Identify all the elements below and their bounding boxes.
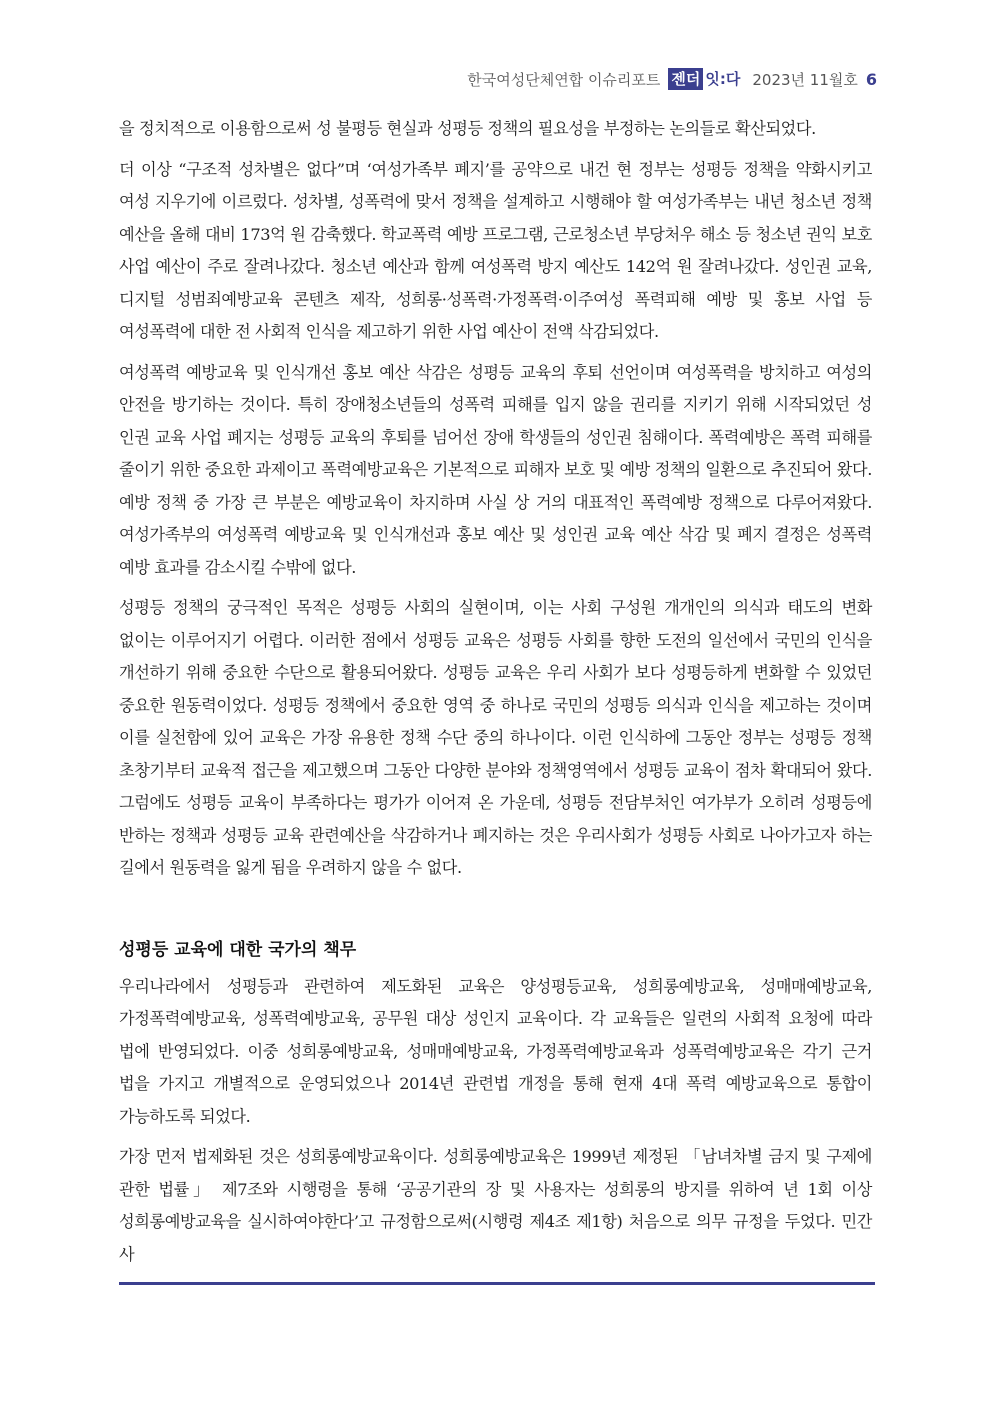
- publisher-name: 한국여성단체연합 이슈리포트: [467, 70, 661, 89]
- publication-logo: [668, 68, 742, 90]
- page-header: [467, 68, 877, 90]
- issue-date: 2023년 11월호: [752, 70, 858, 89]
- footer-divider: [119, 1282, 875, 1285]
- document-body: [119, 113, 872, 1279]
- paragraph-harassment-prevention: 가장 먼저 법제화된 것은 성희롱예방교육이다. 성희롱예방교육은 1999년 제정된 「남녀차별 금지 및 구제에 관한 법률」 제7조와 시행령을 통해 ‘공공기관의 장 및 사용자는 성희롱의 방지를 위하여 년 1회 이상 성희롱예방교육을 실시하여야한다’고 규정함으로써(시행령 제4조 제1항) 처음으로 의무 규정을 두었다. 민간 사: [119, 1147, 872, 1264]
- paragraph-institutional-education: 우리나라에서 성평등과 관련하여 제도화된 교육은 양성평등교육, 성희롱예방교육, 성매매예방교육, 가정폭력예방교육, 성폭력예방교육, 공무원 대상 성인지 교육이다. 각 교육들은 일련의 사회적 요청에 따라 법에 반영되었다. 이중 성희롱예방교육, 성매매예방교육, 가정폭력예방교육과 성폭력예방교육은 각기 근거 법을 가지고 개별적으로 운영되었으나 2014년 관련법 개정을 통해 현재 4대 폭력 예방교육으로 통합이 가능하도록 되었다.: [119, 976, 872, 1126]
- paragraph-equality-education: 성평등 정책의 궁극적인 목적은 성평등 사회의 실현이며, 이는 사회 구성원 개개인의 의식과 태도의 변화 없이는 이루어지기 어렵다. 이러한 점에서 성평등 교육은 성평등 사회를 향한 도전의 일선에서 국민의 인식을 개선하기 위해 중요한 수단으로 활용되어왔다. 성평등 교육은 우리 사회가 보다 성평등하게 변화할 수 있었던 중요한 원동력이었다. 성평등 정책에서 중요한 영역 중 하나로 국민의 성평등 의식과 인식을 제고하는 것이며 이를 실천함에 있어 교육은 가장 유용한 정책 수단 중의 하나이다. 이런 인식하에 그동안 정부는 성평등 정책 초창기부터 교육적 접근을 제고했으며 그동안 다양한 분야와 정책영역에서 성평등 교육이 점차 확대되어 왔다. 그럼에도 성평등 교육이 부족하다는 평가가 이어져 온 가운데, 성평등 전담부처인 여가부가 오히려 성평등에 반하는 정책과 성평등 교육 관련예산을 삭감하거나 폐지하는 것은 우리사회가 성평등 사회로 나아가고자 하는 길에서 원동력을 잃게 됨을 우려하지 않을 수 없다.: [119, 598, 872, 877]
- logo-part-connect: 잇:다: [705, 70, 741, 88]
- paragraph-ministry-budget: 더 이상 “구조적 성차별은 없다”며 ‘여성가족부 폐지’를 공약으로 내건 현 정부는 성평등 정책을 약화시키고 여성 지우기에 이르렀다. 성차별, 성폭력에 맞서 정책을 설계하고 시행해야 할 여성가족부는 내년 청소년 정책 예산을 올해 대비 173억 원 감축했다. 학교폭력 예방 프로그램, 근로청소년 부당처우 해소 등 청소년 권익 보호 사업 예산이 주로 잘려나갔다. 청소년 예산과 함께 여성폭력 방지 예산도 142억 원 잘려나갔다. 성인권 교육, 디지털 성범죄예방교육 콘텐츠 제작, 성희롱·성폭력·가정폭력·이주여성 폭력피해 예방 및 홍보 사업 등 여성폭력에 대한 전 사회적 인식을 제고하기 위한 사업 예산이 전액 삭감되었다.: [119, 159, 872, 341]
- paragraph-violence-prevention: 여성폭력 예방교육 및 인식개선 홍보 예산 삭감은 성평등 교육의 후퇴 선언이며 여성폭력을 방치하고 여성의 안전을 방기하는 것이다. 특히 장애청소년들의 성폭력 피해를 입지 않을 권리를 지키기 위해 시작되었던 성 인권 교육 사업 폐지는 성평등 교육의 후퇴를 넘어선 장애 학생들의 성인권 침해이다. 폭력예방은 폭력 피해를 줄이기 위한 중요한 과제이고 폭력예방교육은 기본적으로 피해자 보호 및 예방 정책의 일환으로 추진되어 왔다. 예방 정책 중 가장 큰 부분은 예방교육이 차지하며 사실 상 거의 대표적인 폭력예방 정책으로 다루어져왔다. 여성가족부의 여성폭력 예방교육 및 인식개선과 홍보 예산 및 성인권 교육 예산 삭감 및 폐지 결정은 성폭력 예방 효과를 감소시킬 수밖에 없다.: [119, 362, 872, 577]
- page-number: 6: [865, 69, 877, 89]
- paragraph-continued: 을 정치적으로 이용함으로써 성 불평등 현실과 성평등 정책의 필요성을 부정하는 논의들로 확산되었다.: [119, 119, 816, 138]
- logo-part-gender: 젠더: [668, 68, 703, 90]
- section-heading: 성평등 교육에 대한 국가의 책무: [119, 939, 357, 960]
